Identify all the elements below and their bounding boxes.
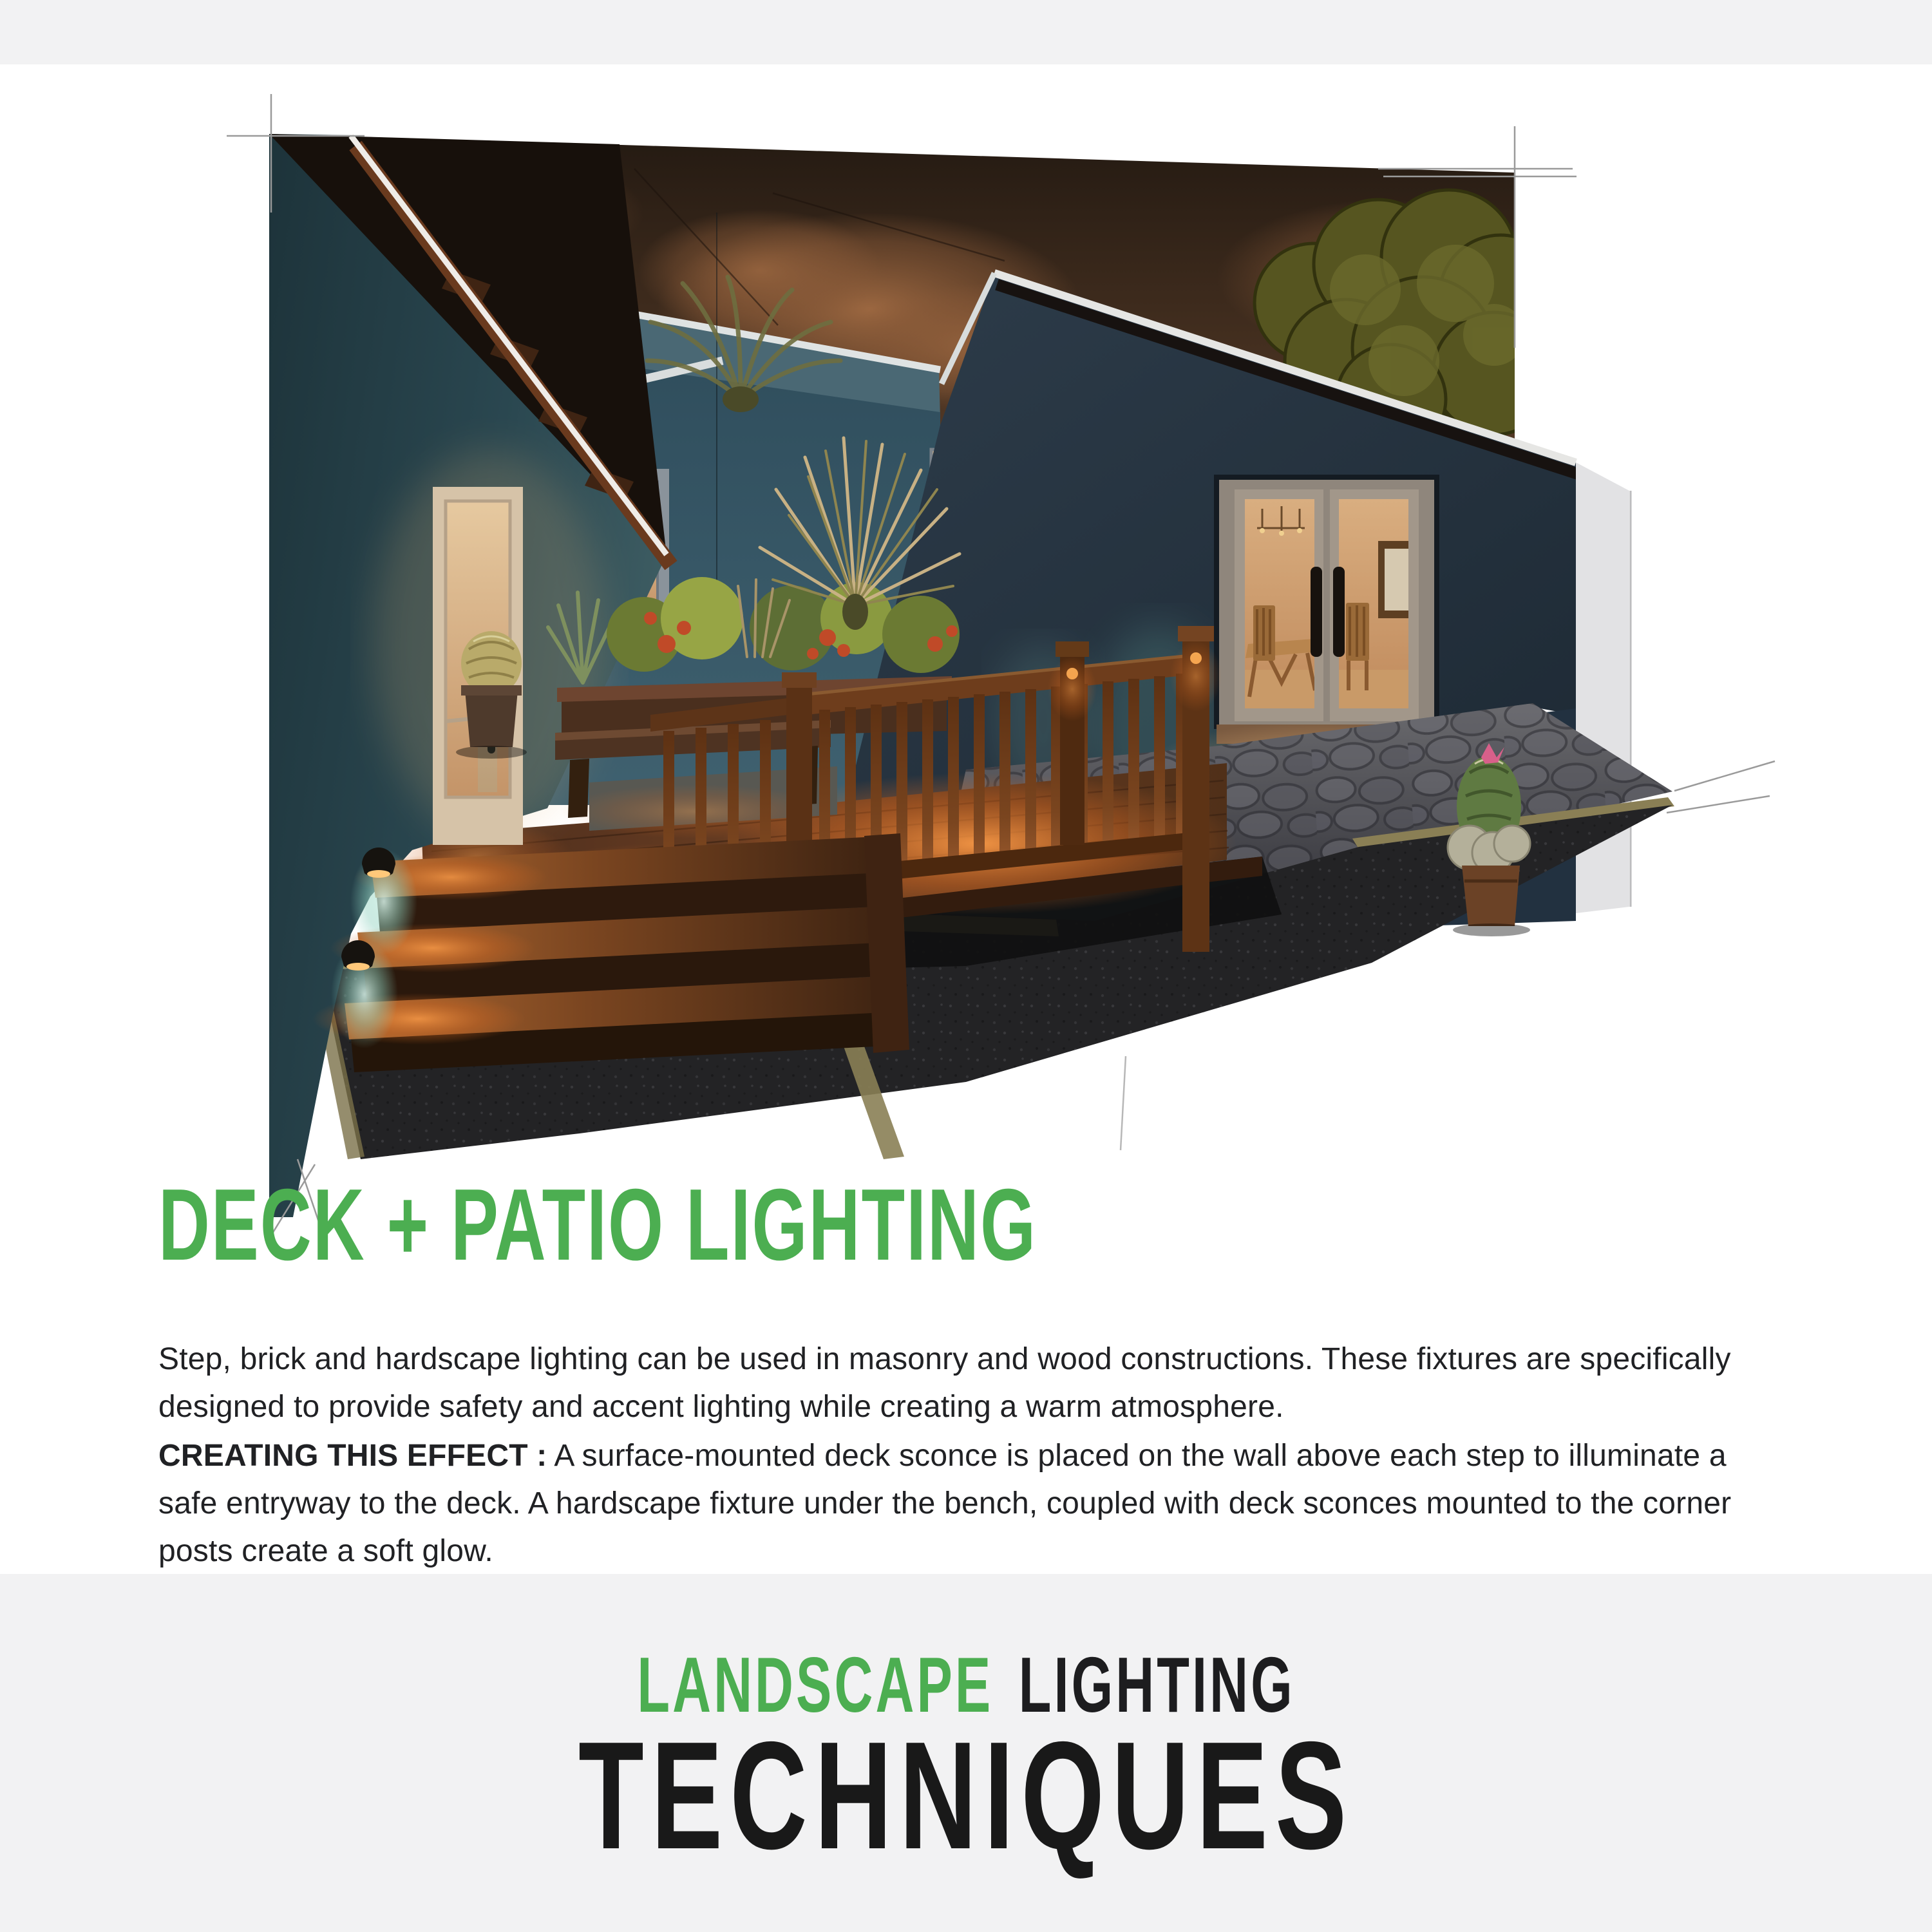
section-title: DECK + PATIO LIGHTING	[158, 1168, 1037, 1282]
step-sconce-lower	[331, 940, 398, 1048]
effect-label: CREATING THIS EFFECT :	[158, 1439, 547, 1473]
footer-word-landscape: LANDSCAPE	[637, 1641, 994, 1728]
door-handle	[1333, 567, 1345, 657]
left-cactus-pot	[465, 690, 518, 747]
footer-title: TECHNIQUES	[578, 1710, 1354, 1881]
cloud	[638, 209, 882, 332]
door-handle	[1311, 567, 1322, 657]
effect-paragraph	[158, 1432, 1781, 1575]
dining-chair	[1253, 605, 1275, 661]
intro-paragraph: Step, brick and hardscape lighting can be used in masonry and wood constructions. These fixtures are specifically designed to provide safety and accent lighting while creating a warm atmosphere.	[158, 1342, 1731, 1424]
footer-word-lighting: LIGHTING	[1018, 1641, 1295, 1728]
deck-steps	[312, 833, 909, 1072]
effect-text: A surface-mounted deck sconce is placed on the wall above each step to illuminate a safe entryway to the deck. A hardscape fixture under the bench, coupled with deck sconces mounted to the corner posts create a soft glow.	[158, 1439, 1732, 1568]
right-cactus-pot	[1462, 866, 1520, 926]
door-leaf-left	[1235, 489, 1323, 721]
